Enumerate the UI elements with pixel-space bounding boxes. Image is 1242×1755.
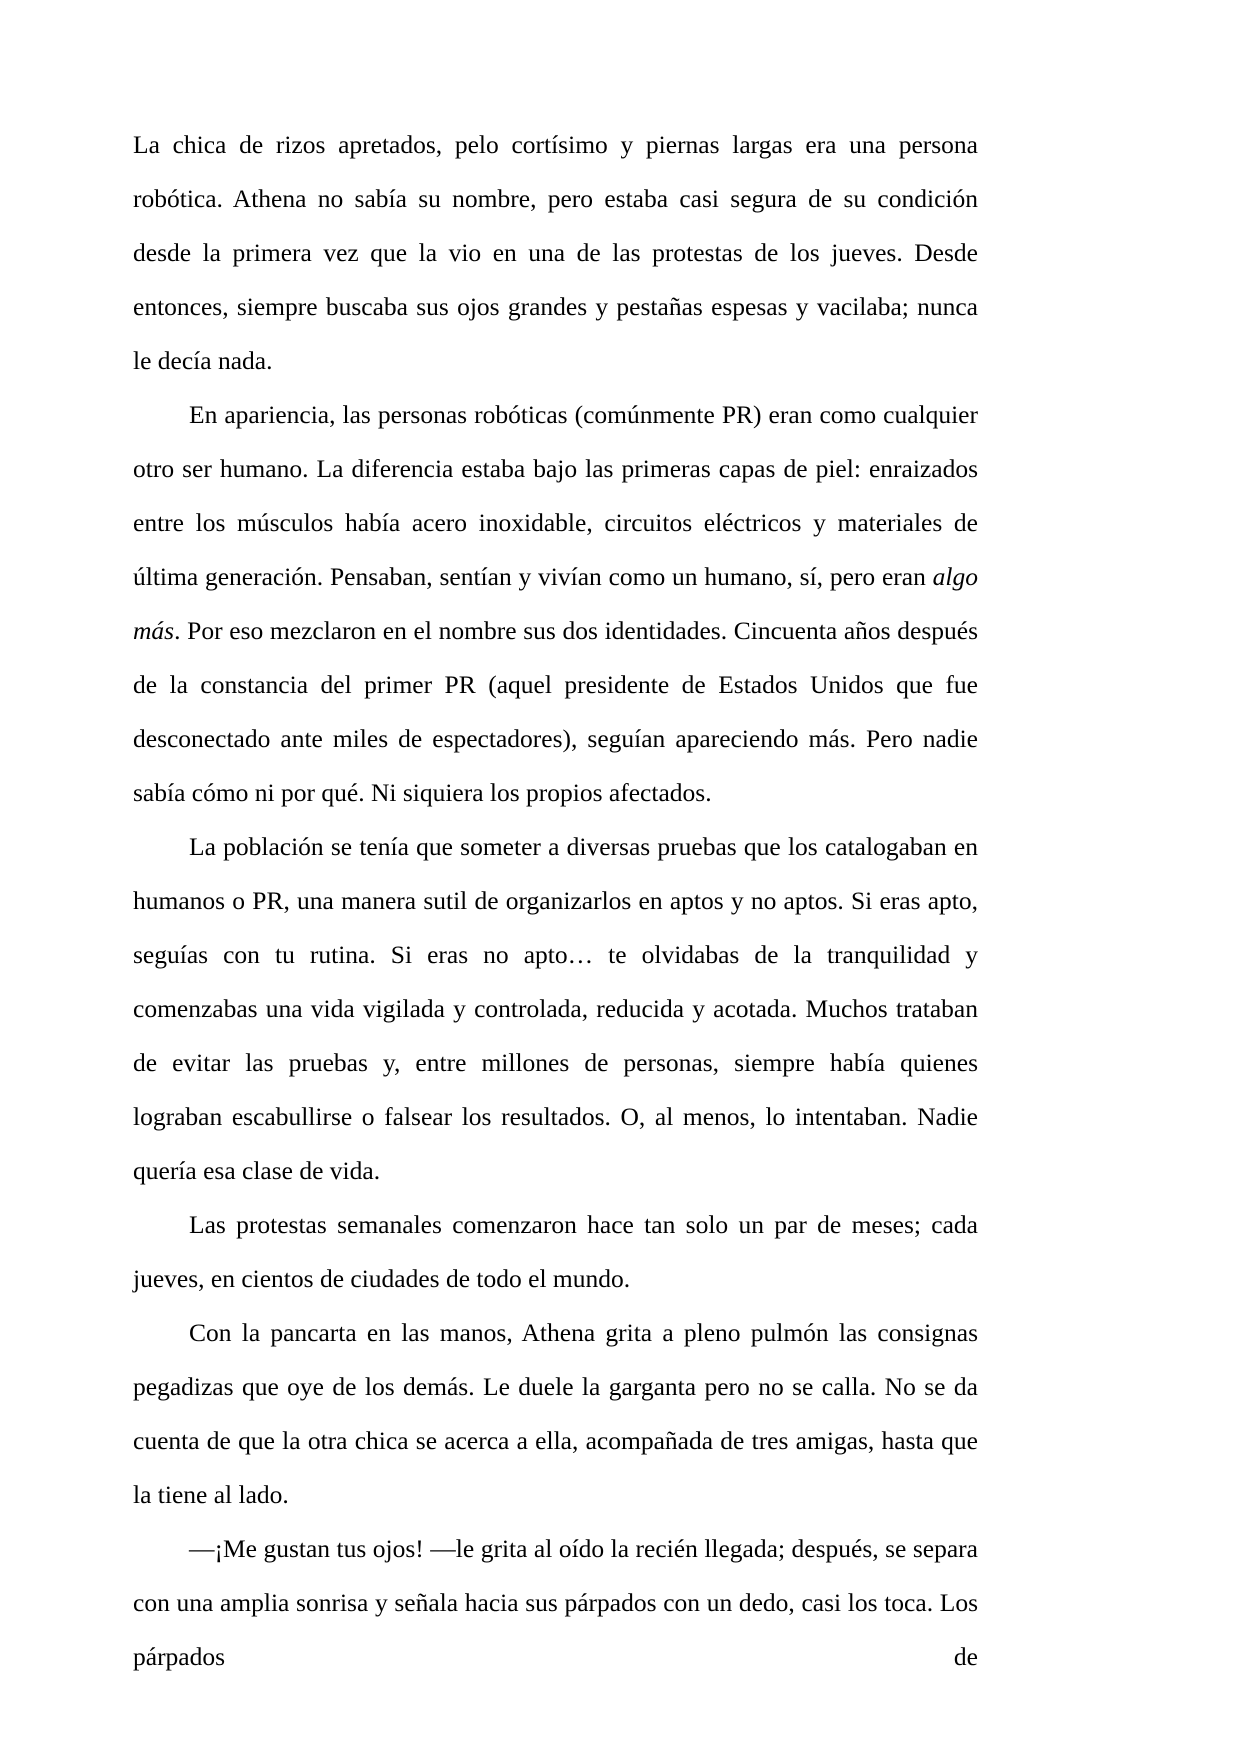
paragraph-4: Las protestas semanales comenzaron hace tan solo un par de meses; cada jueves, en cientos de ciudades de todo el mundo. [133, 1210, 978, 1293]
paragraph-6: —¡Me gustan tus ojos! —le grita al oído la recién llegada; después, se separa con una amplia sonrisa y señala hacia sus párpados con un dedo, casi los toca. Los párpados de [133, 1534, 978, 1671]
body-text-column [133, 118, 978, 1738]
paragraph-3: La población se tenía que someter a diversas pruebas que los catalogaban en humanos o PR, una manera sutil de organizarlos en aptos y no aptos. Si eras apto, seguías con tu rutina. Si eras no apto… te olvidabas de la tranquilidad y comenzabas una vida vigilada y controlada, reducida y acotada. Muchos trataban de evitar las pruebas y, entre millones de personas, siempre había quienes lograban escabullirse o falsear los resultados. O, al menos, lo intentaban. Nadie quería esa clase de vida. [133, 832, 978, 1185]
paragraph-2 [133, 388, 978, 820]
paragraph-2-part-1: En apariencia, las personas robóticas (comúnmente PR) eran como cualquier otro ser humano. La diferencia estaba bajo las primeras capas de piel: enraizados entre los músculos había acero inoxidable, circuitos eléctricos y materiales de última generación. Pensaban, sentían y vivían como un humano, sí, pero eran [133, 400, 978, 591]
paragraph-2-part-2: . Por eso mezclaron en el nombre sus dos identidades. Cincuenta años después de la constancia del primer PR (aquel presidente de Estados Unidos que fue desconectado ante miles de espectadores), seguían apareciendo más. Pero nadie sabía cómo ni por qué. Ni siquiera los propios afectados. [133, 616, 978, 807]
paragraph-5: Con la pancarta en las manos, Athena grita a pleno pulmón las consignas pegadizas que oye de los demás. Le duele la garganta pero no se calla. No se da cuenta de que la otra chica se acerca a ella, acompañada de tres amigas, hasta que la tiene al lado. [133, 1318, 978, 1509]
paragraph-1: La chica de rizos apretados, pelo cortísimo y piernas largas era una persona robótica. Athena no sabía su nombre, pero estaba casi segura de su condición desde la primera vez que la vio en una de las protestas de los jueves. Desde entonces, siempre buscaba sus ojos grandes y pestañas espesas y vacilaba; nunca le decía nada. [133, 130, 978, 375]
paragraph-2-italic-phrase: algo más [133, 562, 978, 645]
